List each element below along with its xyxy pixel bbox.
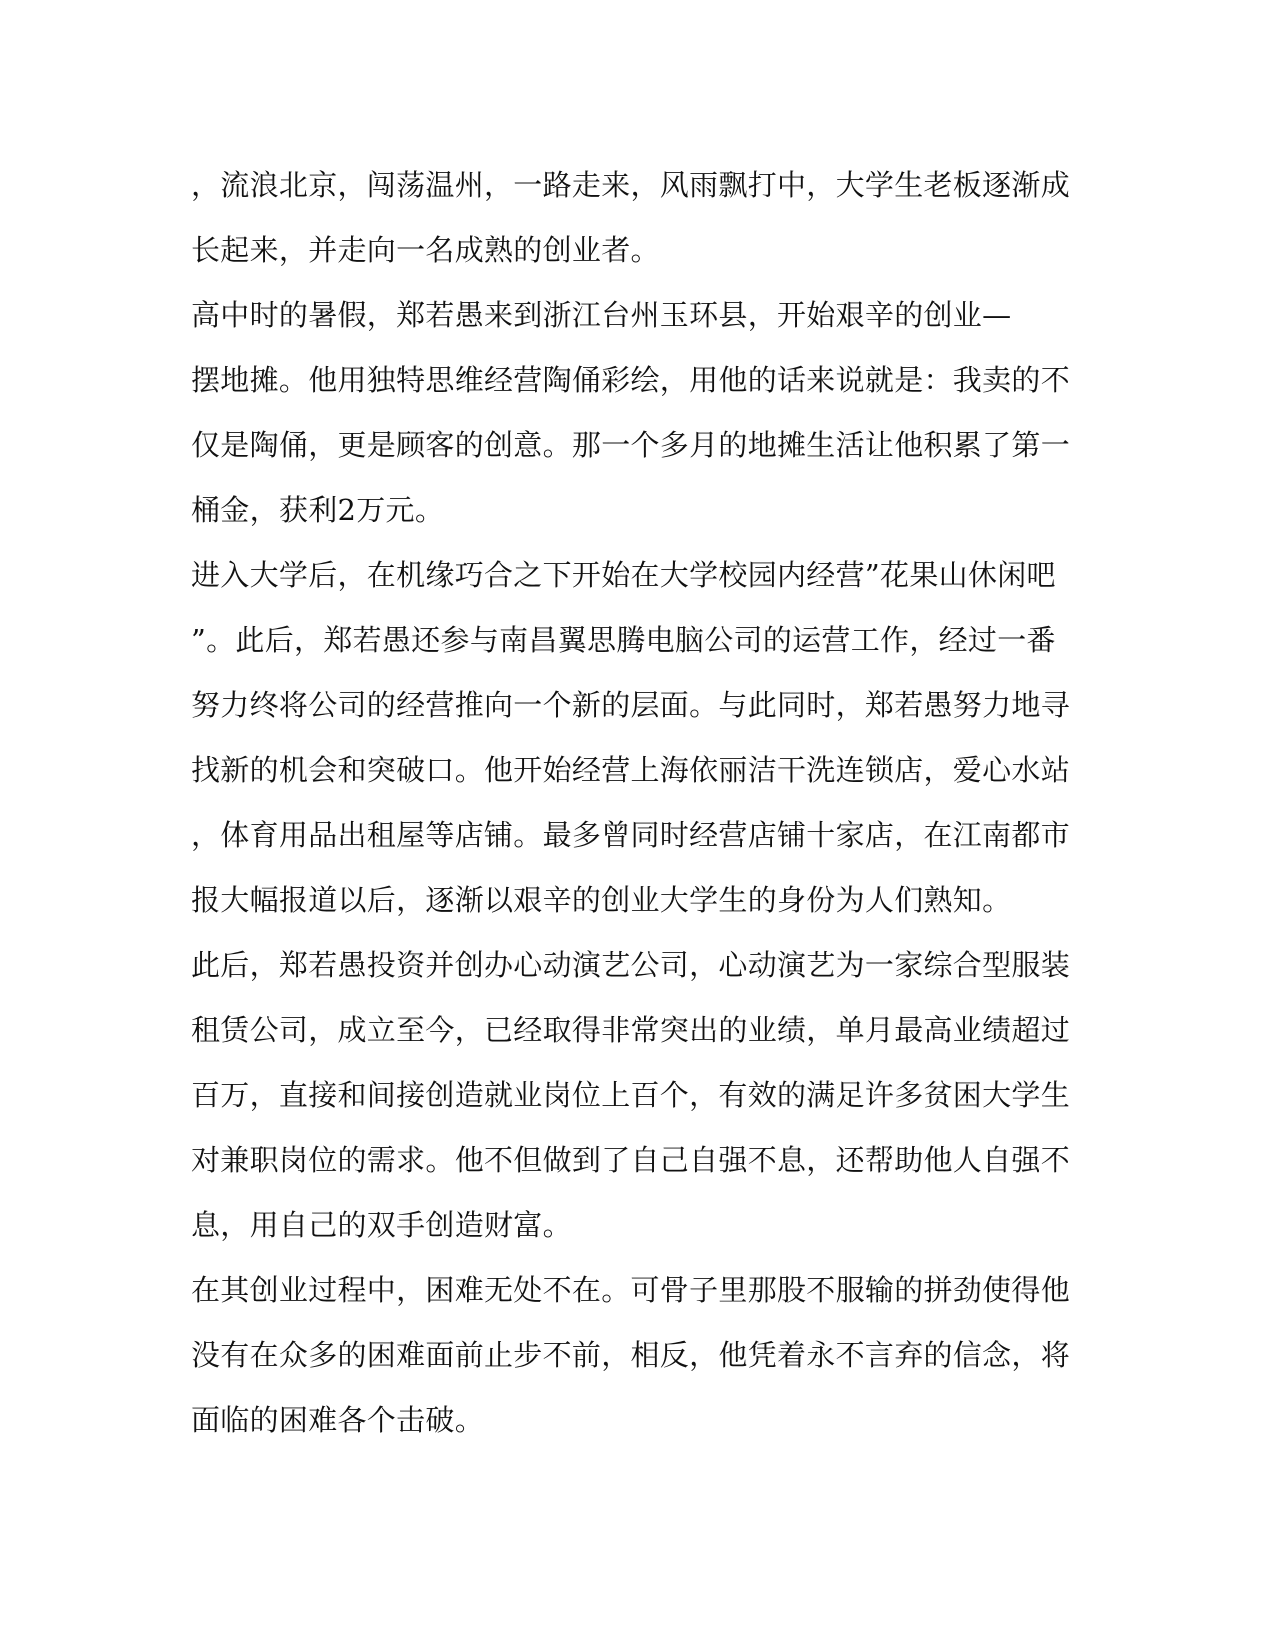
text-line: 摆地摊。他用独特思维经营陶俑彩绘，用他的话来说就是：我卖的不 xyxy=(191,363,1071,397)
text-line: ，体育用品出租屋等店铺。最多曾同时经营店铺十家店，在江南都市 xyxy=(191,818,1071,852)
text-line: 面临的困难各个击破。 xyxy=(191,1403,485,1437)
text-line: 仅是陶俑，更是顾客的创意。那一个多月的地摊生活让他积累了第一 xyxy=(191,428,1071,462)
text-line: 没有在众多的困难面前止步不前，相反，他凭着永不言弃的信念，将 xyxy=(191,1338,1071,1372)
text-line: 对兼职岗位的需求。他不但做到了自己自强不息，还帮助他人自强不 xyxy=(191,1143,1071,1177)
text-line: 努力终将公司的经营推向一个新的层面。与此同时，郑若愚努力地寻 xyxy=(191,688,1071,722)
text-line: 百万，直接和间接创造就业岗位上百个，有效的满足许多贫困大学生 xyxy=(191,1078,1071,1112)
text-line: ，流浪北京，闯荡温州，一路走来，风雨飘打中，大学生老板逐渐成 xyxy=(191,168,1071,202)
text-line: 高中时的暑假，郑若愚来到浙江台州玉环县，开始艰辛的创业— xyxy=(191,298,1012,332)
text-line: ”。此后，郑若愚还参与南昌翼思腾电脑公司的运营工作，经过一番 xyxy=(191,623,1056,657)
body-text xyxy=(191,153,1071,1453)
text-line: 进入大学后，在机缘巧合之下开始在大学校园内经营”花果山休闲吧 xyxy=(191,558,1056,592)
text-line: 长起来，并走向一名成熟的创业者。 xyxy=(191,233,660,267)
text-line: 此后，郑若愚投资并创办心动演艺公司，心动演艺为一家综合型服装 xyxy=(191,948,1071,982)
text-line: 息，用自己的双手创造财富。 xyxy=(191,1208,572,1242)
text-line: 找新的机会和突破口。他开始经营上海依丽洁干洗连锁店，爱心水站 xyxy=(191,753,1071,787)
text-line: 报大幅报道以后，逐渐以艰辛的创业大学生的身份为人们熟知。 xyxy=(191,883,1012,917)
text-line: 在其创业过程中，困难无处不在。可骨子里那股不服输的拼劲使得他 xyxy=(191,1273,1071,1307)
text-line: 租赁公司，成立至今，已经取得非常突出的业绩，单月最高业绩超过 xyxy=(191,1013,1071,1047)
text-line: 桶金，获利2万元。 xyxy=(191,493,445,527)
